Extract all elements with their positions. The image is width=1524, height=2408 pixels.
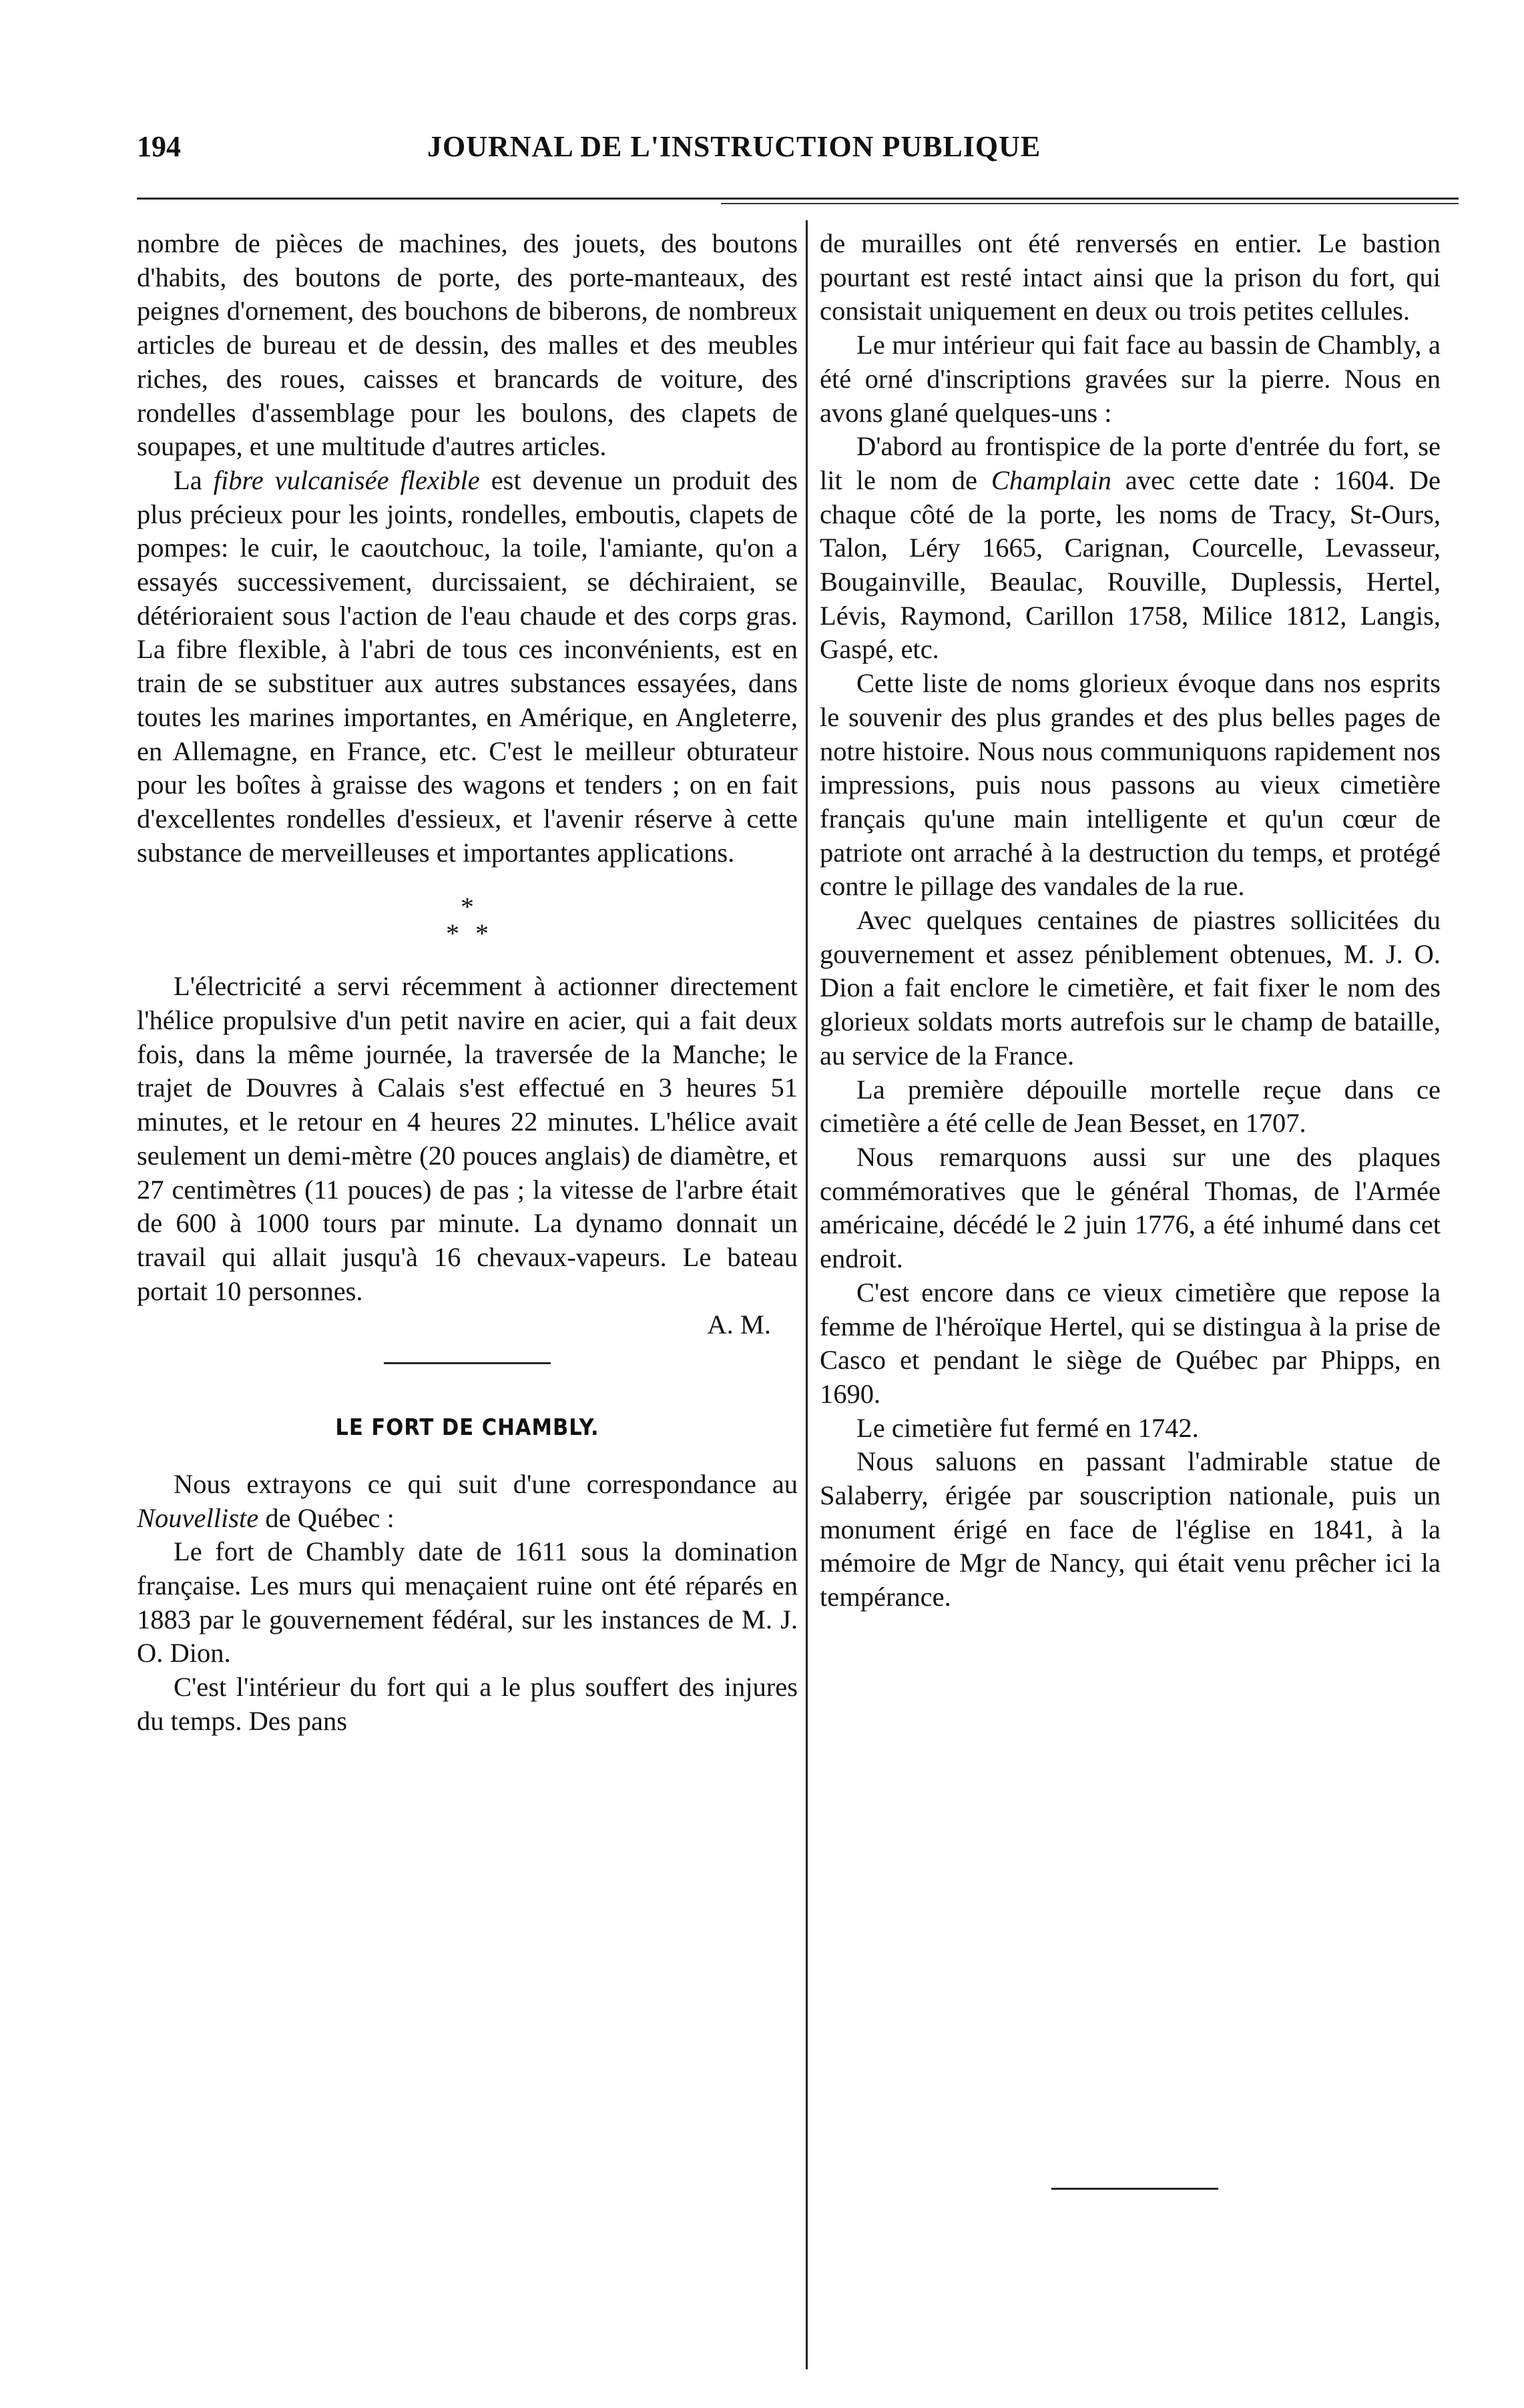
right-column xyxy=(820,227,1441,1614)
article-paragraph: Le fort de Chambly date de 1611 sous la domination française. Les murs qui menaçaient ruine ont été réparés en 1883 par le gouvernement fédéral, sur les instances de M. J. O. Dion. xyxy=(137,1536,798,1669)
asterism-bottom: ** xyxy=(446,918,505,949)
paragraph-text: D'abord au frontispice de la porte d'entrée du fort, se lit le nom de xyxy=(820,431,1441,495)
author-signature: A. M. xyxy=(707,1309,771,1340)
article-paragraph xyxy=(137,464,798,870)
article-paragraph: L'électricité a servi récemment à actionner directement l'hélice propulsive d'un petit navire en acier, qui a fait deux fois, dans la même journée, la traversée de la Manche; le trajet de Douvres à Calais s'est effectué en 3 heures 51 minutes, et le retour en 4 heures 22 minutes. L'hélice avait seulement un demi-mètre (20 pouces anglais) de diamètre, et 27 centimètres (11 pouces) de pas ; la vitesse de l'arbre était de 600 à 1000 tours par minute. La dynamo donnait un travail qui allait jusqu'à 16 chevaux-vapeurs. Le bateau portait 10 personnes. xyxy=(137,971,798,1306)
journal-title: JOURNAL DE L'INSTRUCTION PUBLIQUE xyxy=(427,130,1041,163)
paragraph-text: de Québec : xyxy=(258,1502,395,1533)
article-paragraph: Nous saluons en passant l'admirable statue de Salaberry, érigée par souscription nationale, puis un monument érigé en face de l'église en 1841, à la mémoire de Mgr de Nancy, qui était venu prêcher ici la tempérance. xyxy=(820,1446,1441,1612)
article-paragraph: Avec quelques centaines de piastres sollicitées du gouvernement et assez péniblement obtenues, M. J. O. Dion a fait enclore le cimetière, et fait fixer le nom des glorieux soldats morts autrefois sur le champ de bataille, au service de la France. xyxy=(820,905,1441,1071)
paragraph-text: Nous extrayons ce qui suit d'une correspondance au xyxy=(174,1468,798,1499)
italic-term: Champlain xyxy=(991,465,1111,495)
italic-term: fibre vulcanisée flexible xyxy=(213,465,480,495)
article-paragraph: C'est l'intérieur du fort qui a le plus souffert des injures du temps. Des pans xyxy=(137,1672,798,1736)
article-paragraph xyxy=(137,1468,798,1535)
section-divider xyxy=(384,1362,551,1364)
header-rule-secondary xyxy=(721,203,1459,204)
asterism-top: * xyxy=(461,892,474,922)
article-paragraph: Le cimetière fut fermé en 1742. xyxy=(856,1412,1199,1443)
article-paragraph: C'est encore dans ce vieux cimetière que repose la femme de l'héroïque Hertel, qui se distingua à la prise de Casco et pendant le siège de Québec par Phipps, en 1690. xyxy=(820,1277,1441,1409)
page-number: 194 xyxy=(137,130,181,163)
end-divider xyxy=(1051,2188,1218,2190)
article-paragraph: La première dépouille mortelle reçue dans ce cimetière a été celle de Jean Besset, en 1707. xyxy=(820,1074,1441,1139)
article-paragraph: nombre de pièces de machines, des jouets, des boutons d'habits, des boutons de porte, des porte-manteaux, des peignes d'ornement, des bouchons de biberons, de nombreux articles de bureau et de dessin, des malles et des meubles riches, des roues, caisses et brancards de voiture, des rondelles d'assemblage pour les boulons, des clapets de soupapes, et une multitude d'autres articles. xyxy=(137,228,798,462)
paragraph-text: avec cette date : 1604. De chaque côté de la porte, les noms de Tracy, St-Ours, Talon, Léry 1665, Carignan, Courcelle, Levasseur, Bougainville, Beaulac, Rouville, Duplessis, Hertel, Lévis, Raymond, Carillon 1758, Milice 1812, Langis, Gaspé, etc. xyxy=(820,465,1441,665)
article-paragraph xyxy=(820,430,1441,667)
paragraph-text: est devenue un produit des plus précieux pour les joints, rondelles, emboutis, clapets de pompes: le cuir, le caoutchouc, la toile, l'amiante, qu'on a essayés successivement, durcissaient, se déchiraient, se détérioraient sous l'action de l'eau chaude et des corps gras. La fibre flexible, à l'abri de tous ces inconvénients, est en train de se substituer aux autres substances essayées, dans toutes les marines importantes, en Amérique, en Angleterre, en Allemagne, en France, etc. C'est le meilleur obturateur pour les boîtes à graisse des wagons et tenders ; on en fait d'excellentes rondelles d'essieux, et l'avenir réserve à cette substance de merveilleuses et importantes applications. xyxy=(137,465,798,868)
section-title: LE FORT DE CHAMBLY. xyxy=(335,1414,599,1442)
left-column xyxy=(137,227,798,1738)
header-rule xyxy=(137,198,1459,200)
article-paragraph: Le mur intérieur qui fait face au bassin de Chambly, a été orné d'inscriptions gravées sur la pierre. Nous en avons glané quelques-uns : xyxy=(820,330,1441,428)
italic-term: Nouvelliste xyxy=(137,1502,259,1533)
column-divider xyxy=(806,220,808,2369)
article-paragraph: Cette liste de noms glorieux évoque dans nos esprits le souvenir des plus grandes et des plus belles pages de notre histoire. Nous nous communiquons rapidement nos impressions, puis nous passons au vieux cimetière français qu'une main intelligente et qu'un cœur de patriote ont arraché à la destruction du temps, et protégé contre le pillage des vandales de la rue. xyxy=(820,668,1441,902)
paragraph-text: La xyxy=(174,465,214,495)
article-paragraph: Nous remarquons aussi sur une des plaques commémoratives que le général Thomas, de l'Armée américaine, décédé le 2 juin 1776, a été inhumé dans cet endroit. xyxy=(820,1141,1441,1274)
asterism-separator xyxy=(137,894,798,947)
article-paragraph: de murailles ont été renversés en entier. Le bastion pourtant est resté intact ainsi que la prison du fort, qui consistait uniquement en deux ou trois petites cellules. xyxy=(820,228,1441,326)
